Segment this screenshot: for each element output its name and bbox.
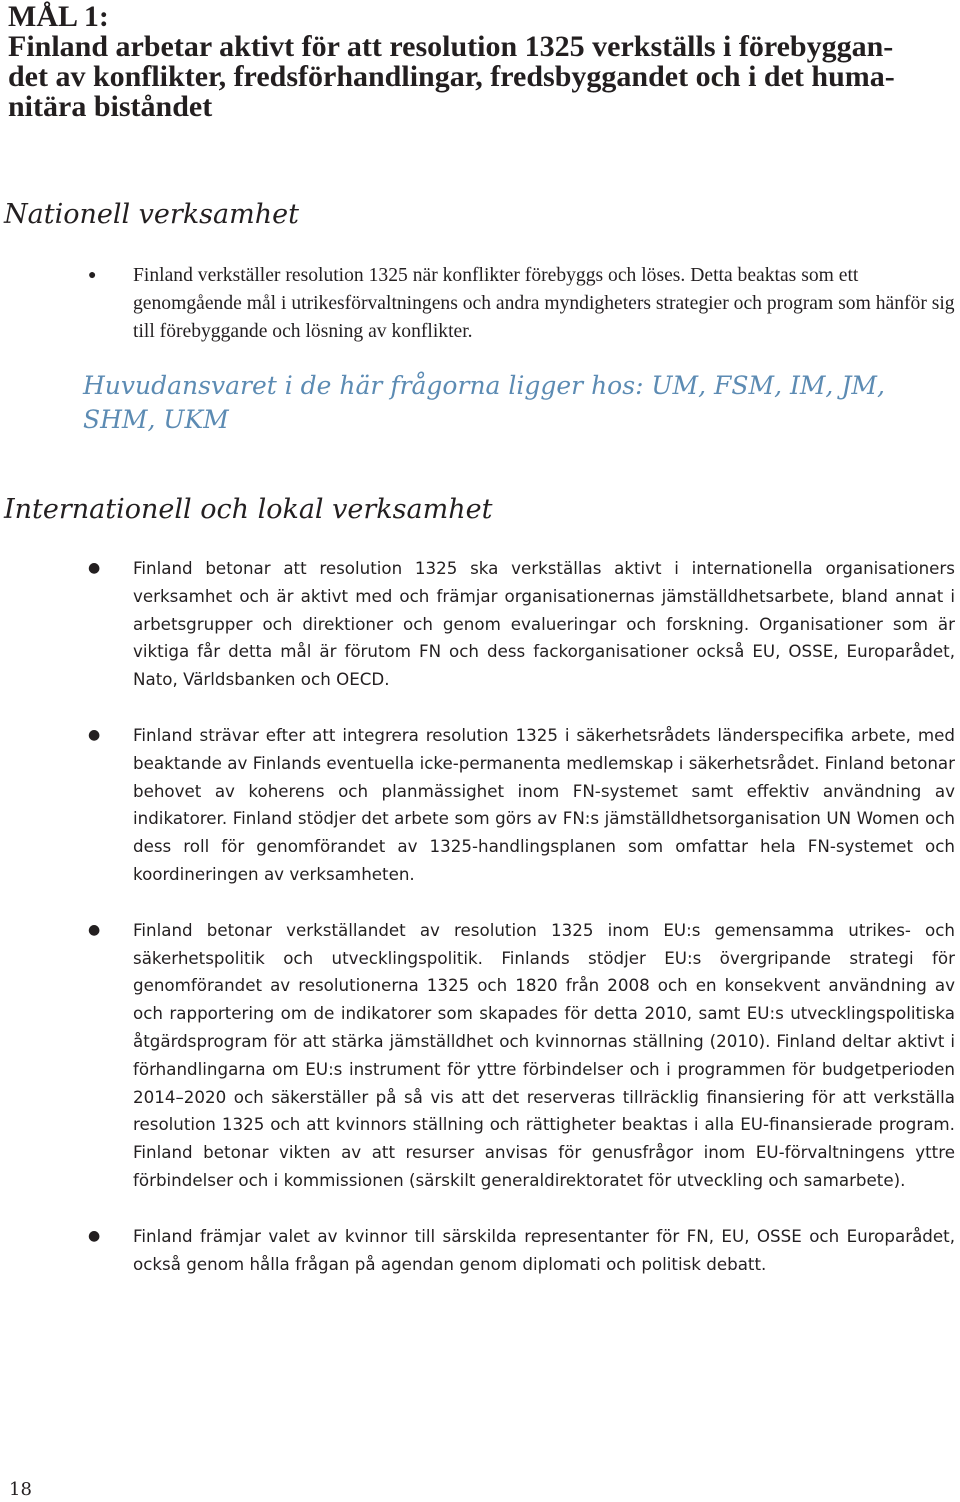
list-item bbox=[0, 1223, 955, 1279]
bullet-icon: ● bbox=[88, 726, 101, 743]
bullet-text: Finland verkställer resolution 1325 när konflikter förebyggs och löses. Detta beaktas som ett genomgående mål i utrikesförvaltningens och andra myndigheters strategier och program som hänför sig till förebyggande och lösning av konflikter. bbox=[133, 265, 955, 342]
goal-label: MÅL 1: bbox=[8, 0, 109, 33]
responsibility-note: Huvudansvaret i de här frågorna ligger hos: UM, FSM, IM, JM, SHM, UKM bbox=[83, 371, 885, 434]
bullet-icon: ● bbox=[88, 268, 97, 283]
goal-title-line-3: nitära biståndet bbox=[8, 90, 213, 123]
bullet-icon: ● bbox=[88, 1227, 101, 1244]
international-bullet-list bbox=[0, 555, 955, 1306]
bullet-icon: ● bbox=[88, 921, 101, 938]
list-item bbox=[0, 722, 955, 889]
national-bullet-list bbox=[0, 262, 955, 346]
goal-heading bbox=[8, 2, 954, 122]
international-heading: Internationell och lokal verksamhet bbox=[4, 494, 493, 525]
bullet-icon: ● bbox=[88, 560, 101, 576]
page-number: 18 bbox=[9, 1479, 32, 1500]
bullet-text: Finland strävar efter att integrera resolution 1325 i säkerhetsrådets länderspecifika arbete, med beaktande av Finlands eventuella icke-permanenta medlemskap i säkerhetsrådet. Finland betonar behovet av koherens och planmässighet inom FN-systemet samt effektiv användning av indikatorer. Finland stödjer det arbete som görs av FN:s jämställdhetsorganisation UN Women och dess roll för genomförandet av 1325-handlingsplanen som omfattar hela FN-systemet och koordineringen av verksamheten. bbox=[133, 724, 955, 884]
list-item bbox=[0, 917, 955, 1195]
goal-title-line-1: Finland arbetar aktivt för att resolution 1325 verkställs i förebyggan- bbox=[8, 30, 894, 63]
bullet-text: Finland betonar att resolution 1325 ska verkställas aktivt i internationella organisationers verksamhet och är aktivt med och främjar organisationernas jämställdhetsarbete, bland annat i arbetsgrupper och direktioner och genom evalueringar och forskning. Organisationer som är viktiga får detta mål är förutom FN och dess fackorganisationer också EU, OSSE, Europarådet, Nato, Världsbanken och OECD. bbox=[133, 558, 955, 690]
goal-title-line-2: det av konflikter, fredsförhandlingar, fredsbyggandet och i det huma- bbox=[8, 60, 895, 93]
list-item bbox=[0, 262, 955, 346]
bullet-text: Finland främjar valet av kvinnor till särskilda representanter för FN, EU, OSSE och Europarådet, också genom hålla frågan på agendan genom diplomati och politisk debatt. bbox=[133, 1225, 955, 1274]
bullet-text: Finland betonar verkställandet av resolution 1325 inom EU:s gemensamma utrikes- och säkerhetspolitik och utvecklingspolitik. Finlands stödjer EU:s övergripande strategi för genomförandet av resolutionerna 1325 och 1820 från 2008 och en konsekvent användning av och rapportering om de indikatorer som skapades för detta 2010, samt EU:s utvecklingspolitiska åtgärdsprogram för att stärka jämställdhet och kvinnornas ställning (2010). Finland deltar aktivt i förhandlingarna om EU:s instrument för yttre förbindelser och i programmen för budgetperioden 2014–2020 och säkerställer på så vis att det reserveras tillräcklig finansiering för att verkställa resolution 1325 och att kvinnors ställning och rättigheter beaktas i alla EU-finansierade program. Finland betonar vikten av att resurser anvisas för genusfrågor inom EU-förvaltningens yttre förbindelser och i kommissionen (särskilt generaldirektoratet för utveckling och samarbete). bbox=[133, 919, 955, 1190]
list-item bbox=[0, 555, 955, 694]
national-heading: Nationell verksamhet bbox=[4, 199, 299, 230]
